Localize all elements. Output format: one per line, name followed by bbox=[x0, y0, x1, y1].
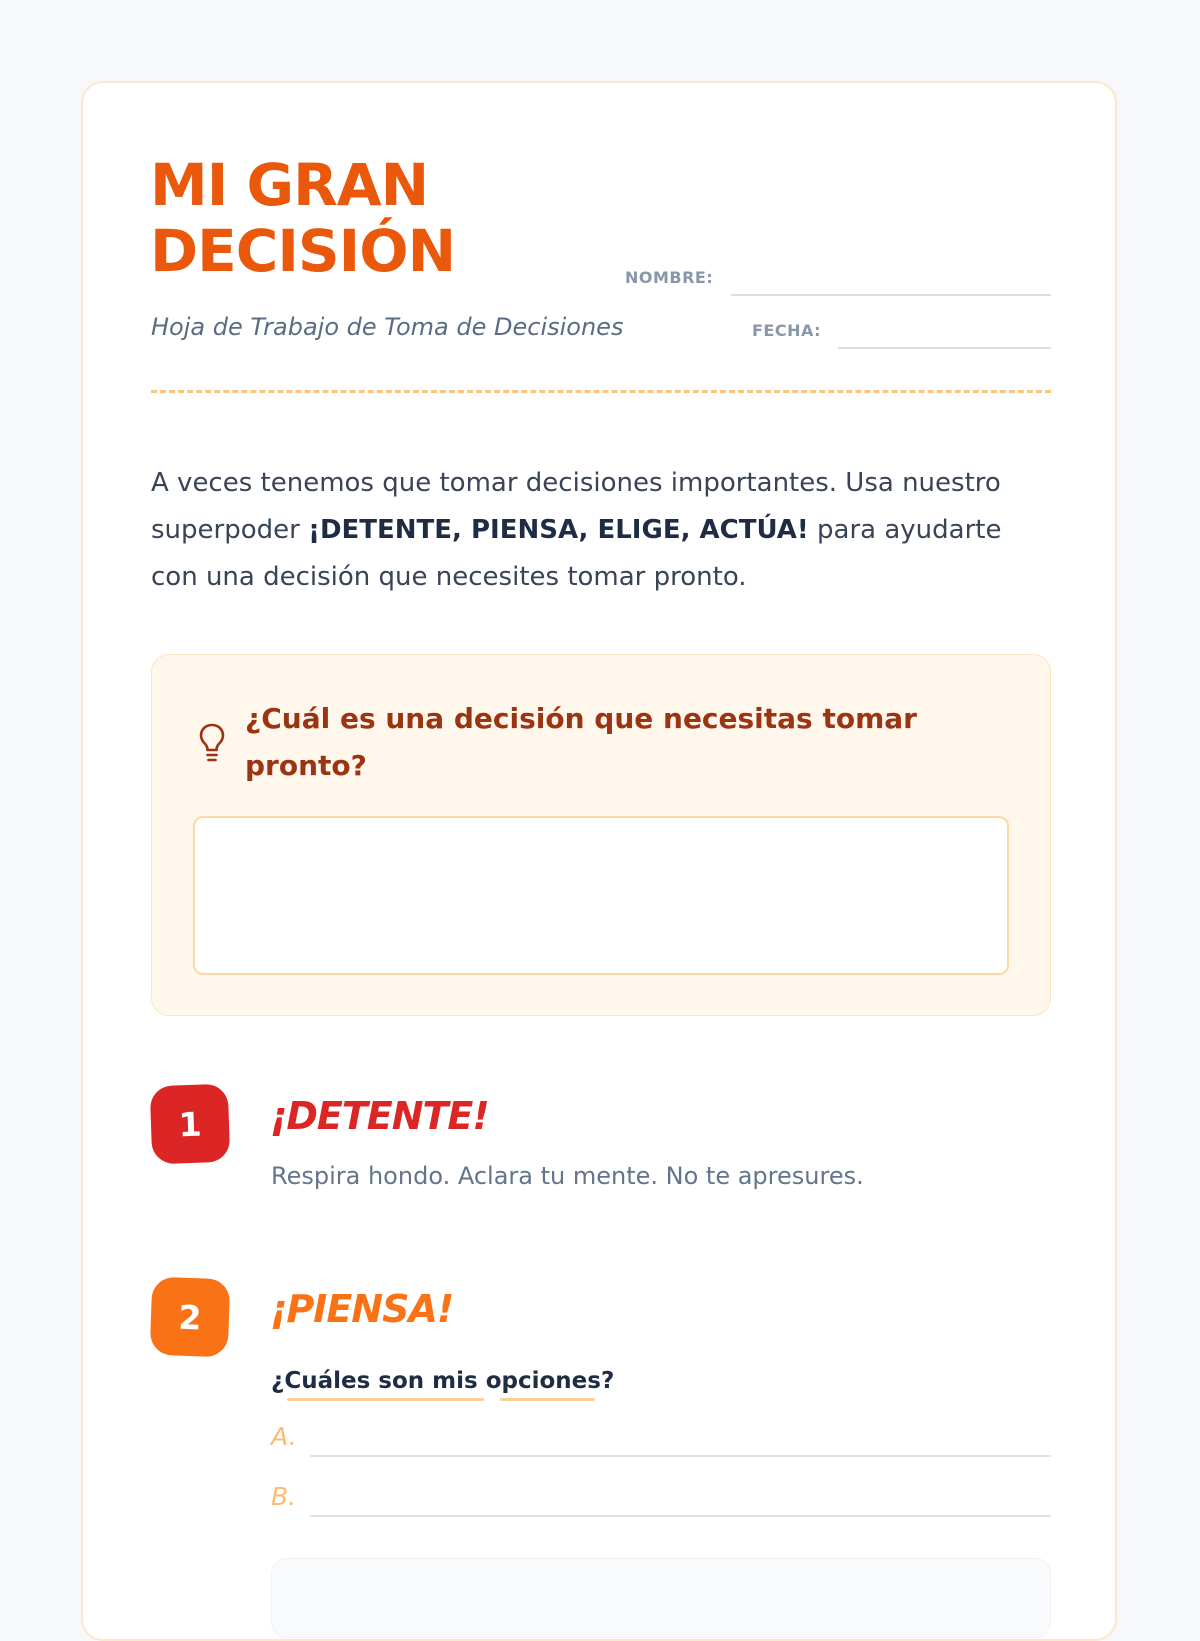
option-b-letter: B. bbox=[271, 1482, 297, 1511]
step-2-badge: 2 bbox=[150, 1277, 231, 1358]
intro-text-end: para ayudarte con una decisión que necesites tomar pronto. bbox=[151, 515, 1002, 592]
step-2-title: ¡PIENSA! bbox=[270, 1287, 454, 1331]
date-field[interactable] bbox=[838, 347, 1051, 349]
option-a-letter: A. bbox=[271, 1422, 297, 1451]
step-1-description: Respira hondo. Aclara tu mente. No te apresures. bbox=[271, 1162, 864, 1190]
options-notes-box[interactable] bbox=[271, 1558, 1051, 1638]
name-label: NOMBRE: bbox=[625, 268, 714, 287]
options-question-underline bbox=[287, 1398, 484, 1401]
decision-answer-field[interactable] bbox=[193, 816, 1009, 975]
page-title: MI GRAN DECISIÓN bbox=[150, 151, 456, 285]
date-label: FECHA: bbox=[752, 321, 822, 340]
option-a-field[interactable] bbox=[310, 1455, 1051, 1457]
step-1-title: ¡DETENTE! bbox=[270, 1094, 489, 1138]
decision-question-title: ¿Cuál es una decisión que necesitas tomar pronto? bbox=[245, 702, 917, 782]
header-divider bbox=[151, 390, 1051, 393]
step-1-badge: 1 bbox=[150, 1084, 231, 1165]
option-b-field[interactable] bbox=[310, 1515, 1051, 1517]
name-field[interactable] bbox=[731, 294, 1051, 296]
intro-text bbox=[151, 460, 1051, 601]
options-question: ¿Cuáles son mis opciones? bbox=[271, 1368, 615, 1394]
intro-text-start: A veces tenemos que tomar decisiones importantes. Usa nuestro superpoder bbox=[151, 468, 1001, 545]
intro-superpower: ¡DETENTE, PIENSA, ELIGE, ACTÚA! bbox=[308, 515, 809, 545]
page-subtitle: Hoja de Trabajo de Toma de Decisiones bbox=[151, 313, 624, 341]
options-question-underline bbox=[500, 1398, 595, 1401]
lightbulb-icon bbox=[197, 722, 227, 766]
